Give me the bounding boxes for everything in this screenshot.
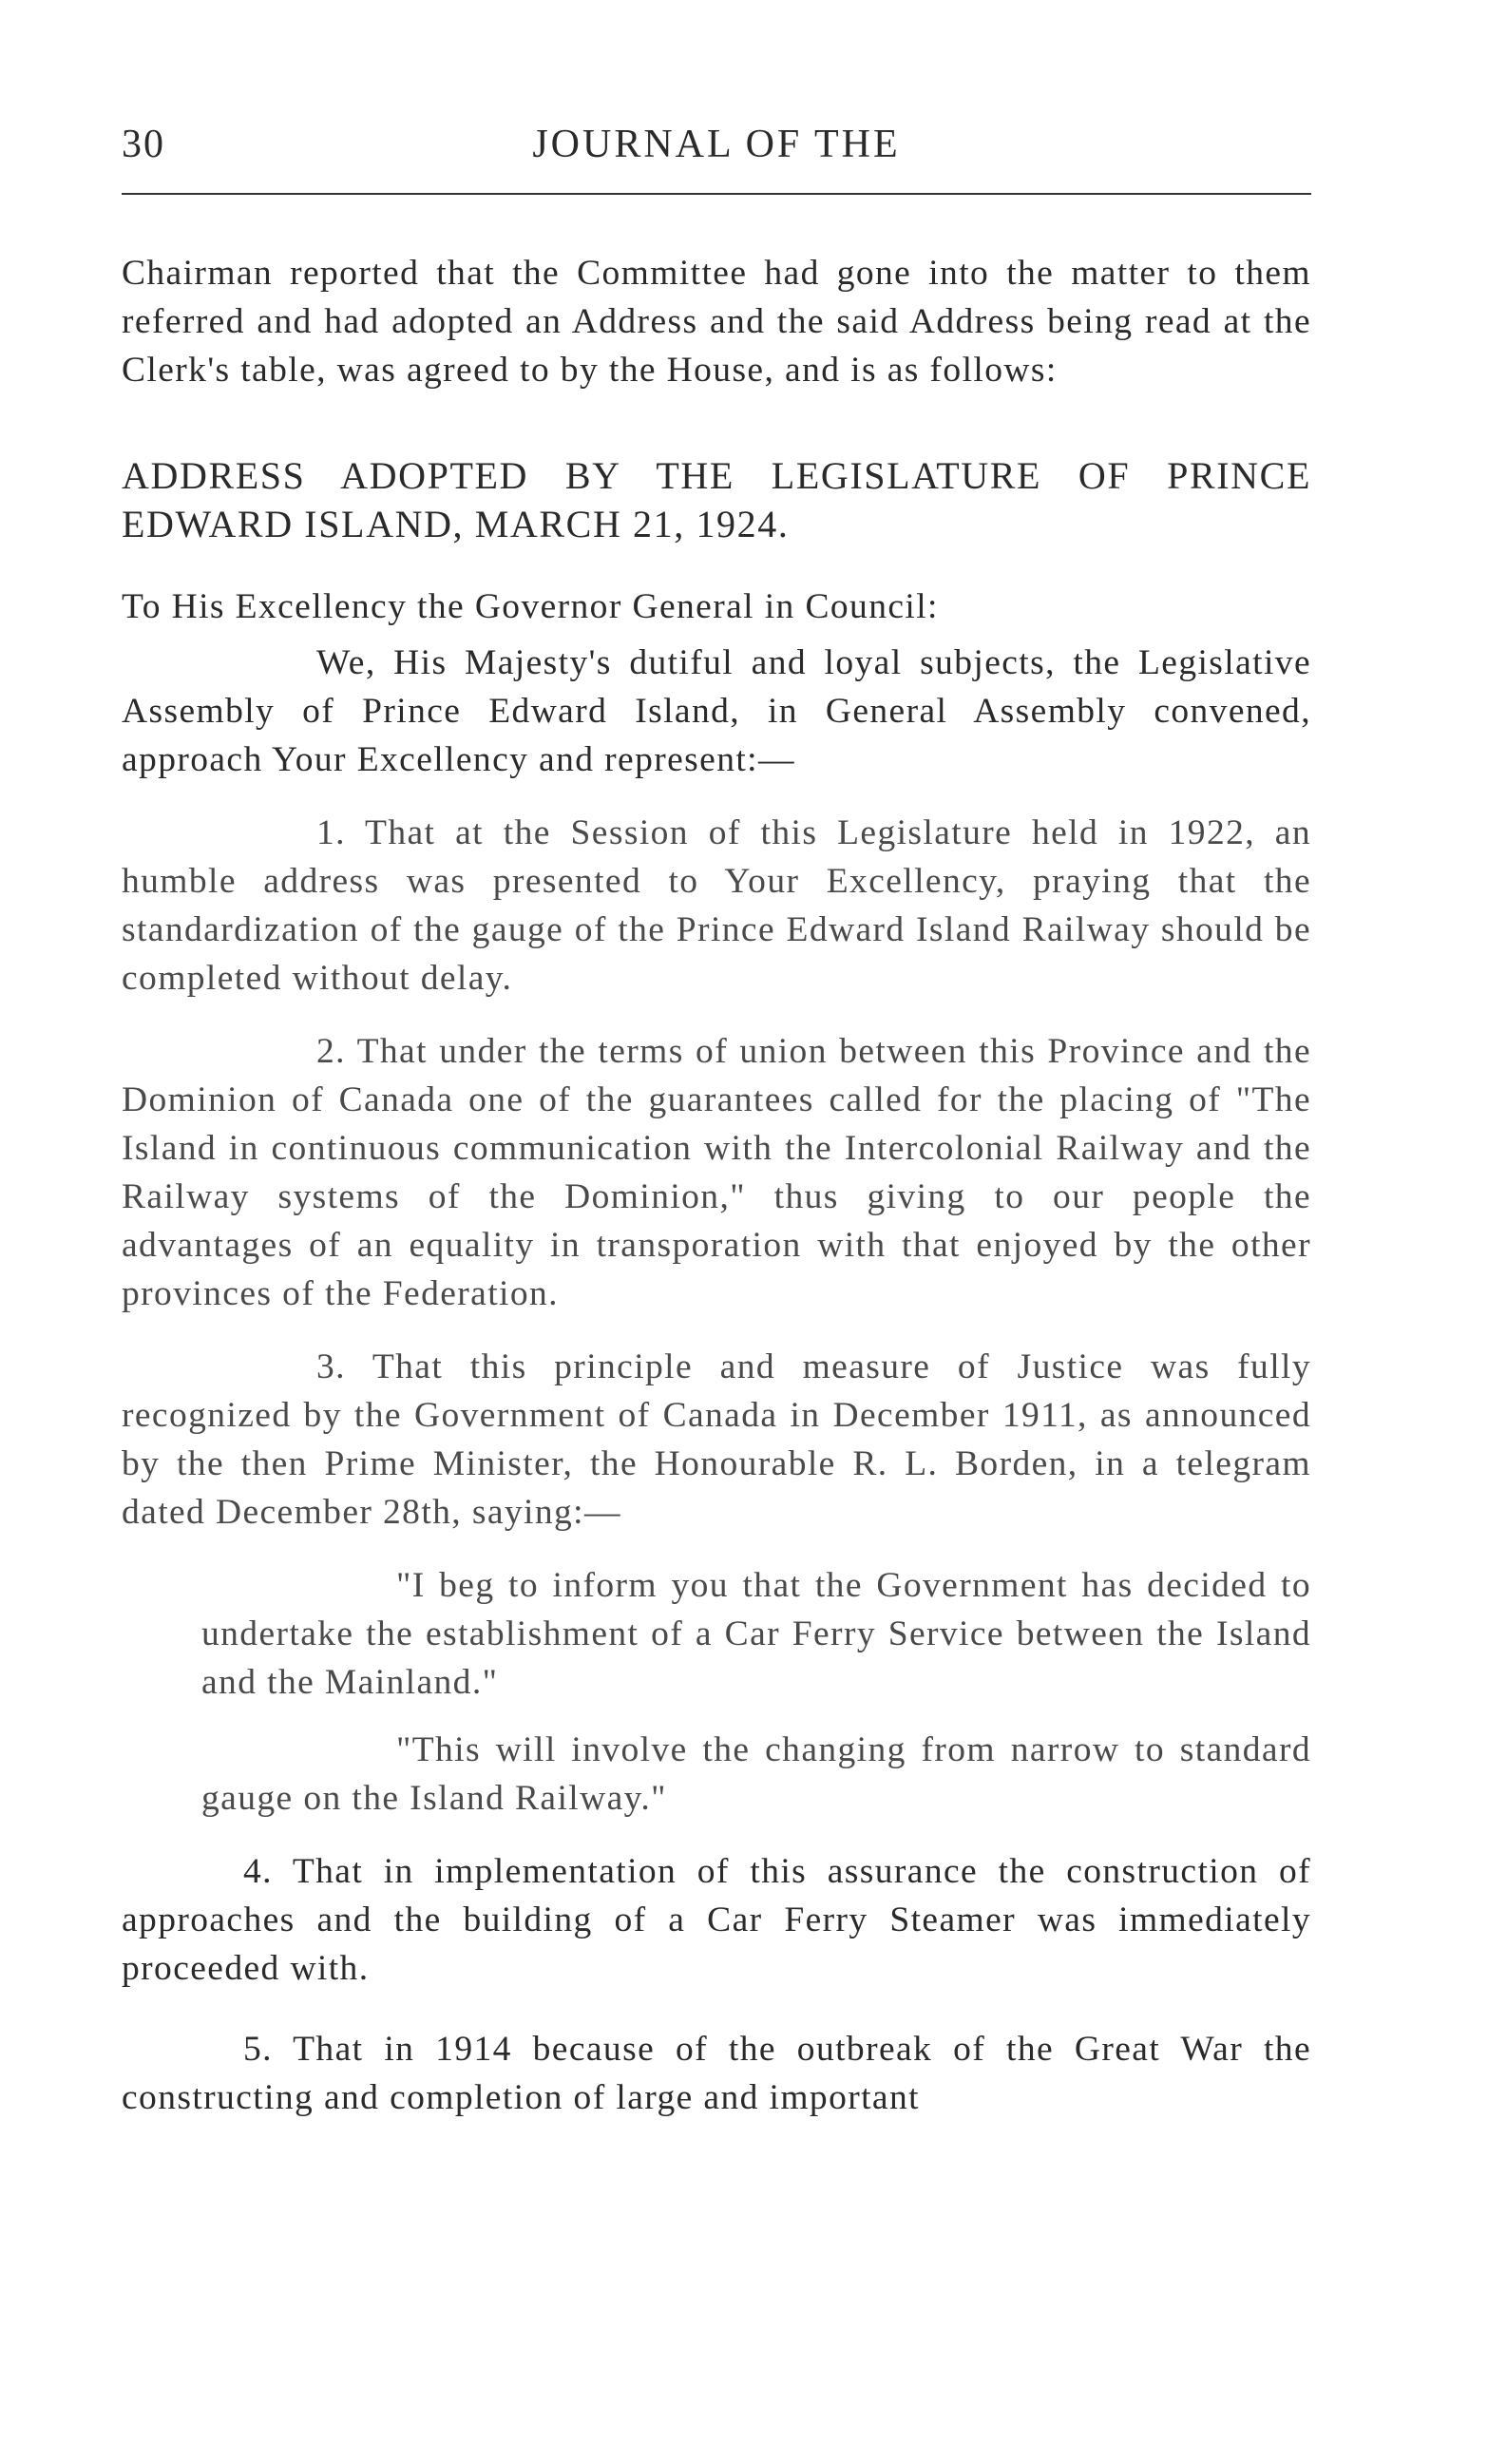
salutation: To His Excellency the Governor General in Council: (122, 587, 939, 626)
page-body (122, 249, 1311, 2122)
journal-title: JOURNAL OF THE (532, 123, 901, 166)
header-rule (122, 193, 1311, 195)
quote-2: "This will involve the changing from narrow to standard gauge on the Island Railway." (201, 1730, 1311, 1818)
spacer (122, 1003, 1311, 1027)
page-number: 30 (122, 123, 165, 166)
telegram-quote (122, 1561, 1311, 1823)
item-5: 5. That in 1914 because of the outbreak of the Great War the constructing and completion of large and important (122, 2030, 1311, 2117)
spacer (122, 548, 1311, 583)
quote-1: "I beg to inform you that the Government has decided to undertake the establishment of a Car Ferry Service between the Island and the Mainland." (201, 1566, 1311, 1702)
spacer (122, 1823, 1311, 1847)
spacer (122, 631, 1311, 639)
item-3: 3. That this principle and measure of Justice was fully recognized by the Government of Canada in December 1911, as announced by the then Prime Minister, the Honourable R. L. Borden, in a telegram dated December 28th, saying:— (122, 1347, 1311, 1532)
item-2: 2. That under the terms of union between this Province and the Dominion of Canada one of the guarantees called for the placing of "The Island in continuous communication with the Intercolonial Railway and the Railway systems of the Dominion," thus giving to our people the advantages of an equality in transporation with that enjoyed by the other provinces of the Federation. (122, 1032, 1311, 1313)
spacer (122, 1318, 1311, 1343)
intro-paragraph: Chairman reported that the Committee had gone into the matter to them referred and had adopted an Address and the said Address being read at the Clerk's table, was agreed to by the House, and is as follows: (122, 254, 1311, 390)
spacer (122, 784, 1311, 809)
address-heading: ADDRESS ADOPTED BY THE LEGISLATURE OF PRINCE EDWARD ISLAND, MARCH 21, 1924. (122, 454, 1311, 545)
spacer (122, 394, 1311, 451)
item-4: 4. That in implementation of this assurance the construction of approaches and the building of a Car Ferry Steamer was immediately proceeded with. (122, 1852, 1311, 1988)
item-1: 1. That at the Session of this Legislature held in 1922, an humble address was presented to Your Excellency, praying that the standardization of the gauge of the Prince Edward Island Railway should be completed without delay. (122, 813, 1311, 998)
running-head (122, 122, 1311, 179)
spacer (201, 1707, 1311, 1726)
spacer (122, 1993, 1311, 2025)
spacer (122, 1537, 1311, 1561)
preamble-paragraph: We, His Majesty's dutiful and loyal subjects, the Legislative Assembly of Prince Edward Island, in General Assembly convened, approach Your Excellency and represent:— (122, 643, 1311, 779)
